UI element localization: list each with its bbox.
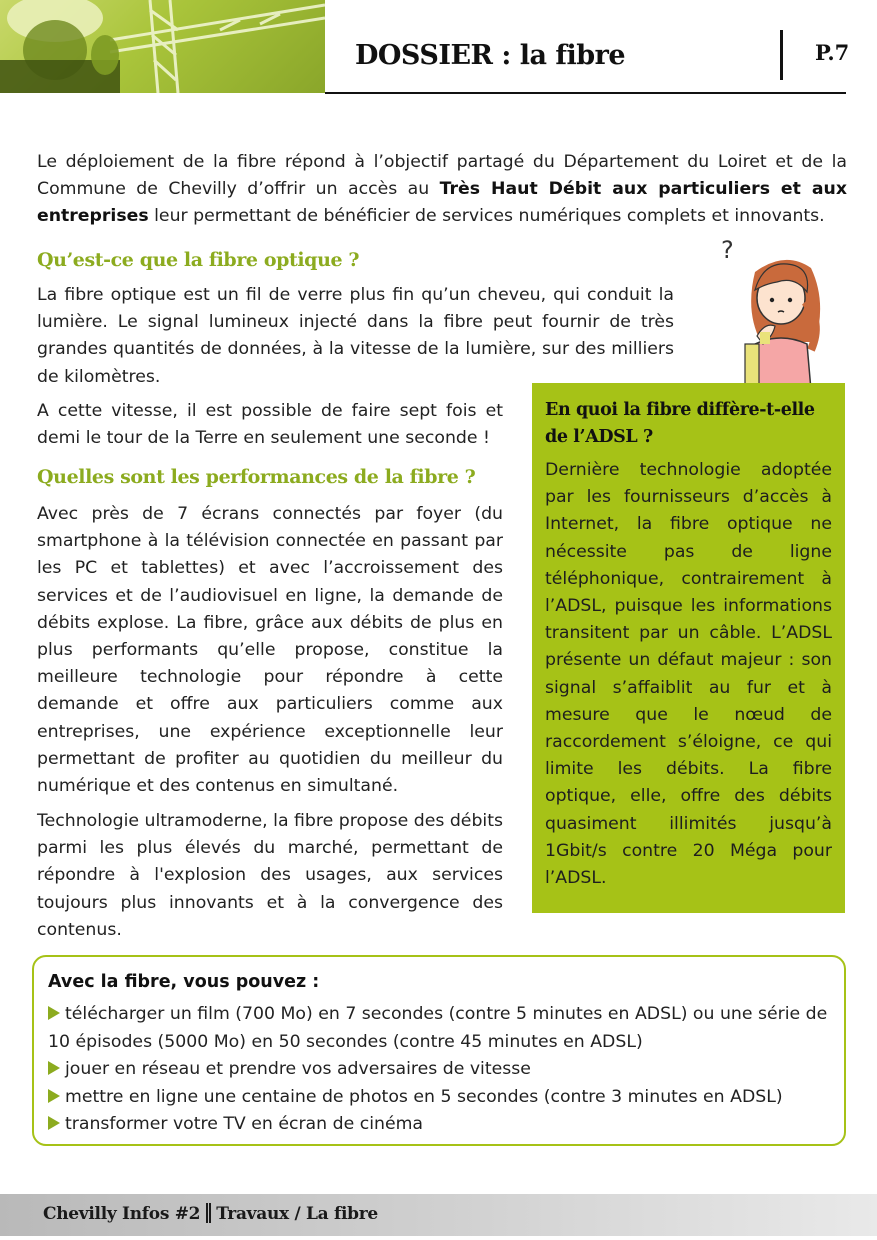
arrow-right-icon	[48, 1089, 60, 1103]
fiber-definition-paragraph: La fibre optique est un fil de verre plus fin qu’un cheveu, qui conduit la lumière. Le signal lumineux injecté dans la fibre peut fournir de très grandes quantités de données, à la vitesse de la lumière, sur des milliers de kilomètres.	[37, 285, 674, 387]
heading-performances: Quelles sont les performances de la fibre ?	[37, 466, 476, 488]
page-footer	[0, 1194, 877, 1236]
benefits-title: Avec la fibre, vous pouvez :	[48, 972, 320, 992]
technology-paragraph: Technologie ultramoderne, la fibre propose des débits parmi les plus élevés du marché, permettant de répondre à l'explosion des usages, aux services toujours plus innovants et à la convergence des contenus.	[37, 811, 503, 940]
list-item: télécharger un film (700 Mo) en 7 secondes (contre 5 minutes en ADSL) ou une série de 10 épisodes (5000 Mo) en 50 secondes (contre 45 minutes en ADSL)	[48, 1004, 828, 1052]
header-rule	[325, 92, 846, 94]
page-number: P.7	[815, 40, 850, 65]
arrow-right-icon	[48, 1006, 60, 1020]
footer-section: Travaux / La fibre	[216, 1204, 378, 1224]
header-photo	[0, 0, 325, 93]
footer-publication: Chevilly Infos #2	[43, 1204, 201, 1224]
header-separator	[780, 30, 783, 80]
speed-paragraph: A cette vitesse, il est possible de faire sept fois et demi le tour de la Terre en seulement une seconde !	[37, 401, 503, 449]
thinking-girl-illustration	[715, 232, 835, 390]
arrow-right-icon	[48, 1116, 60, 1130]
svg-text:?: ?	[721, 236, 734, 264]
adsl-box-title: En quoi la fibre diffère-t-elle de l’ADSL ?	[545, 400, 815, 447]
intro-highlight: Très Haut Débit aux particuliers et aux entreprises	[37, 179, 847, 227]
arrow-right-icon	[48, 1061, 60, 1075]
heading-what-is-fiber: Qu’est-ce que la fibre optique ?	[37, 249, 360, 271]
intro-paragraph: Le déploiement de la fibre répond à l’objectif partagé du Département du Loiret et de la Commune de Chevilly d’offrir un accès au Très Haut Débit aux particuliers et aux entreprises leur permettant de bénéficier de services numériques complets et innovants.	[37, 152, 847, 227]
list-item: jouer en réseau et prendre vos adversaires de vitesse	[48, 1056, 830, 1084]
adsl-comparison-box	[532, 383, 845, 913]
benefits-box	[32, 955, 846, 1146]
list-item: mettre en ligne une centaine de photos en 5 secondes (contre 3 minutes en ADSL)	[48, 1084, 830, 1112]
list-item: transformer votre TV en écran de cinéma	[48, 1111, 830, 1139]
page-title: DOSSIER : la fibre	[355, 40, 626, 71]
adsl-box-text: Dernière technologie adoptée par les fournisseurs d’accès à Internet, la fibre optique ne nécessite pas de ligne téléphonique, contrairement à l’ADSL, puisque les informations transitent par un câble. L’ADSL présente un défaut majeur : son signal s’affaiblit au fur et à mesure que le nœud de raccordement s’éloigne, ce qui limite les débits. La fibre optique, elle, offre des débits quasiment illimités jusqu’à 1Gbit/s contre 20 Méga pour l’ADSL.	[545, 460, 832, 889]
performances-paragraph: Avec près de 7 écrans connectés par foyer (du smartphone à la télévision connectée en passant par les PC et tablettes) et avec l’accroissement des services et de l’audiovisuel en ligne, la demande de débits explose. La fibre, grâce aux débits de plus en plus performants qu’elle propose, constitue la meilleure technologie pour répondre à cette demande et offre aux particuliers comme aux entreprises, une expérience exceptionnelle leur permettant de profiter au quotidien du meilleur du numérique et des contenus en simultané.	[37, 504, 503, 797]
footer-text	[43, 1203, 378, 1224]
footer-separator	[206, 1203, 211, 1223]
